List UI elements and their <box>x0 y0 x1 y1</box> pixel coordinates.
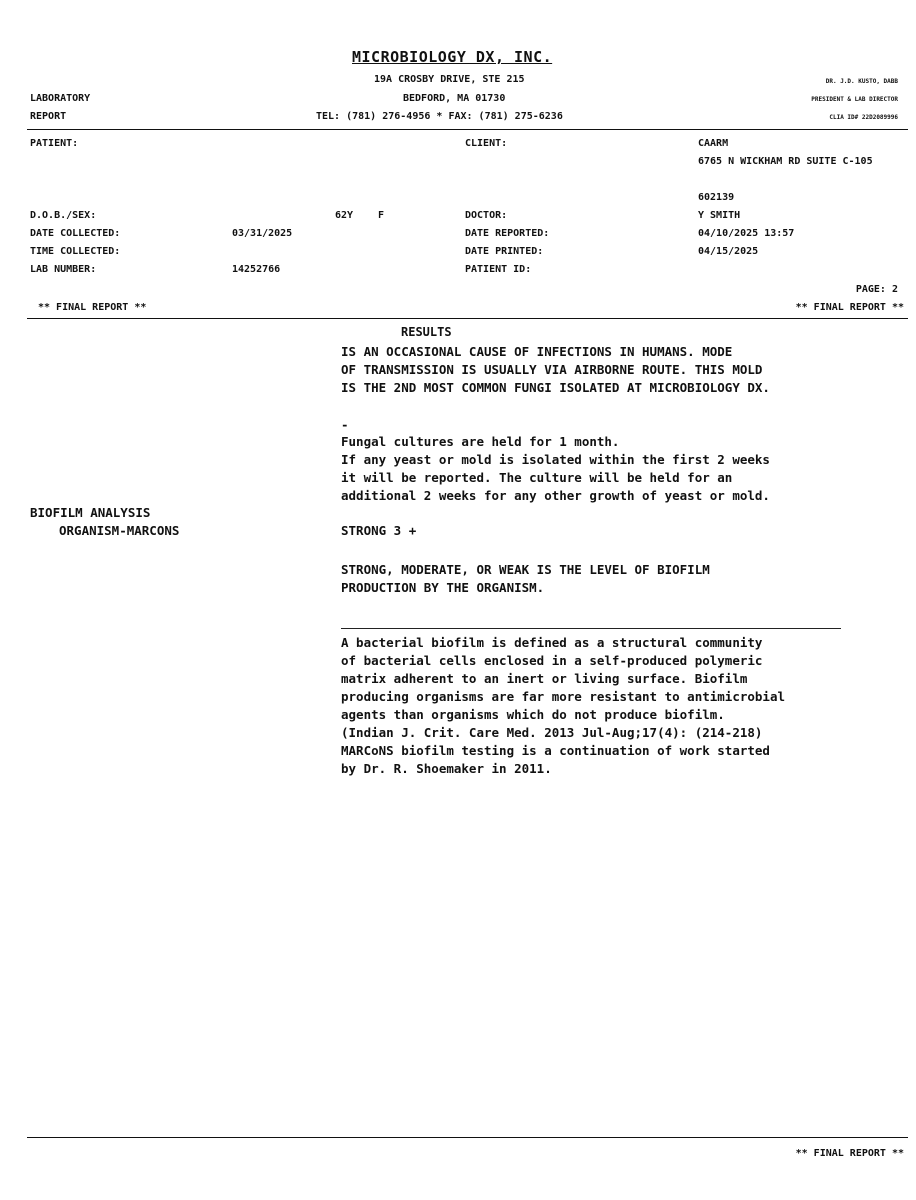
footer-divider <box>27 1137 908 1138</box>
mold-note: IS AN OCCASIONAL CAUSE OF INFECTIONS IN HUMANS. MODE OF TRANSMISSION IS USUALLY VIA AIRBORNE ROUTE. THIS MOLD IS THE 2ND MOST COMMON FUNGI ISOLATED AT MICROBIOLOGY DX. <box>341 344 770 395</box>
company-phone-fax: TEL: (781) 276-4956 * FAX: (781) 275-6236 <box>316 111 563 122</box>
organism-result: STRONG 3 + <box>341 523 417 538</box>
company-address-line1: 19A CROSBY DRIVE, STE 215 <box>374 74 525 85</box>
separator-dash: - <box>341 417 349 432</box>
lab-director-name: DR. J.D. KUSTO, DABB <box>825 78 898 85</box>
date-collected-value: 03/31/2025 <box>232 228 293 239</box>
time-collected-label: TIME COLLECTED: <box>30 246 121 257</box>
header-divider <box>27 129 908 130</box>
fungal-culture-note: Fungal cultures are held for 1 month. If any yeast or mold is isolated within the first 2 weeks it will be reported. The culture will be held for an additional 2 weeks for any other growth of yeast or mold. <box>341 434 770 503</box>
final-report-marker-right: ** FINAL REPORT ** <box>795 302 904 313</box>
results-heading: RESULTS <box>401 325 452 339</box>
patient-sex: F <box>378 210 385 221</box>
client-address: 6765 N WICKHAM RD SUITE C-105 <box>698 156 873 167</box>
report-type-line2: REPORT <box>30 111 67 122</box>
footer-final-report: ** FINAL REPORT ** <box>795 1148 904 1159</box>
final-report-marker-left: ** FINAL REPORT ** <box>38 302 147 313</box>
client-label: CLIENT: <box>465 138 508 149</box>
date-collected-label: DATE COLLECTED: <box>30 228 121 239</box>
date-printed-value: 04/15/2025 <box>698 246 759 257</box>
patient-divider <box>27 318 908 319</box>
biofilm-level-note: STRONG, MODERATE, OR WEAK IS THE LEVEL OF BIOFILM PRODUCTION BY THE ORGANISM. <box>341 562 710 595</box>
company-address-line2: BEDFORD, MA 01730 <box>403 93 506 104</box>
doctor-name: Y SMITH <box>698 210 741 221</box>
page-number: PAGE: 2 <box>855 284 898 295</box>
date-printed-label: DATE PRINTED: <box>465 246 544 257</box>
patient-id-label: PATIENT ID: <box>465 264 532 275</box>
test-name: BIOFILM ANALYSIS <box>30 505 151 520</box>
report-type-line1: LABORATORY <box>30 93 91 104</box>
lab-number-label: LAB NUMBER: <box>30 264 97 275</box>
patient-age: 62Y <box>335 210 354 221</box>
client-name: CAARM <box>698 138 729 149</box>
date-reported-label: DATE REPORTED: <box>465 228 550 239</box>
lab-director-title: PRESIDENT & LAB DIRECTOR <box>811 96 898 103</box>
note-divider <box>341 628 841 629</box>
biofilm-definition: A bacterial biofilm is defined as a structural community of bacterial cells enclosed in a self-produced polymeric matrix adherent to an inert or living surface. Biofilm producing organisms are far more resistant to antimicrobial agents than organisms which do not produce biofilm. (Indian J. Crit. Care Med. 2013 Jul-Aug;17(4): (214-218) MARCoNS biofilm testing is a continuation of work started by Dr. R. Shoemaker in 2011. <box>341 635 786 776</box>
client-code: 602139 <box>698 192 735 203</box>
date-reported-value: 04/10/2025 13:57 <box>698 228 795 239</box>
company-name: MICROBIOLOGY DX, INC. <box>352 48 553 66</box>
organism-label: ORGANISM-MARCONS <box>59 523 180 538</box>
doctor-label: DOCTOR: <box>465 210 508 221</box>
lab-number-value: 14252766 <box>232 264 281 275</box>
clia-id: CLIA ID# 22D2089996 <box>829 114 898 121</box>
patient-label: PATIENT: <box>30 138 79 149</box>
dob-sex-label: D.O.B./SEX: <box>30 210 97 221</box>
